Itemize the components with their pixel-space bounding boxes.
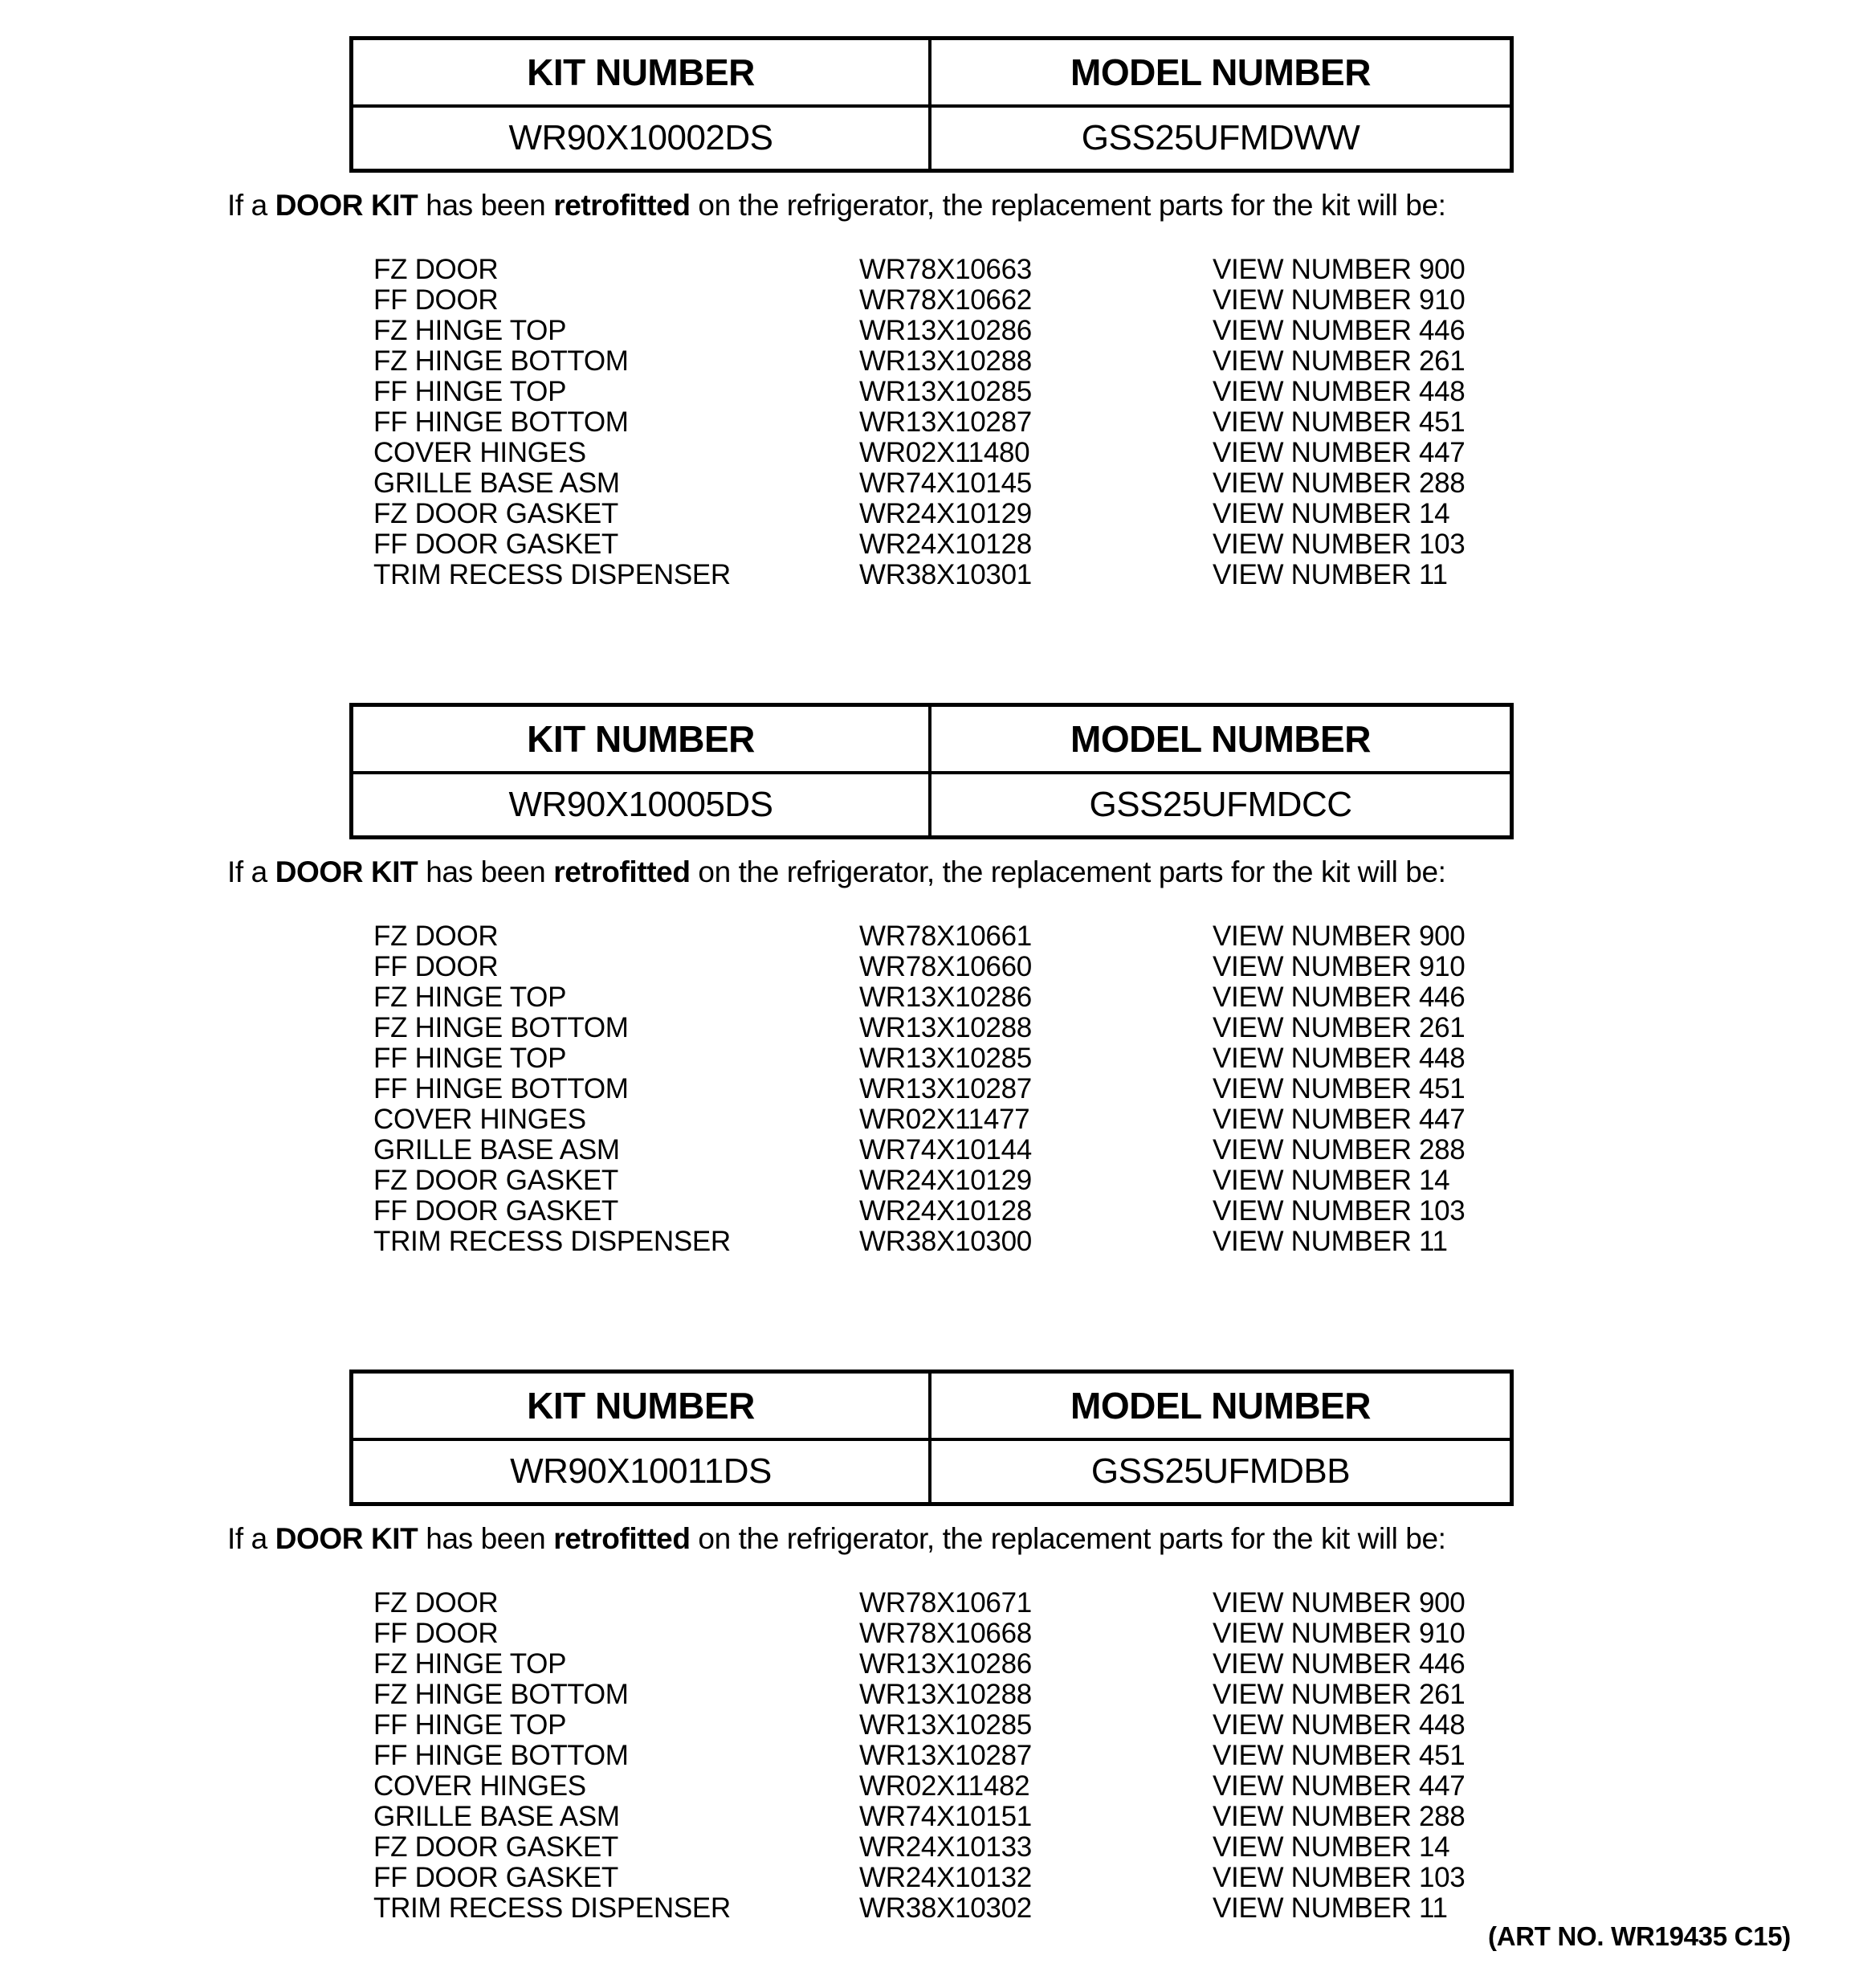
view-number: VIEW NUMBER 447 bbox=[1213, 1104, 1466, 1135]
parts-row bbox=[373, 255, 1863, 285]
part-name: FZ DOOR GASKET bbox=[373, 1831, 618, 1863]
kit-number-header: KIT NUMBER bbox=[353, 1374, 932, 1441]
view-number: VIEW NUMBER 288 bbox=[1213, 1134, 1466, 1165]
part-name: FZ HINGE BOTTOM bbox=[373, 345, 629, 377]
part-name: FF HINGE BOTTOM bbox=[373, 1740, 629, 1771]
view-number: VIEW NUMBER 448 bbox=[1213, 1709, 1466, 1741]
kit-section-1 bbox=[0, 0, 1863, 590]
part-name: FZ DOOR GASKET bbox=[373, 498, 618, 529]
part-number: WR24X10129 bbox=[859, 1165, 1032, 1196]
model-number-value: GSS25UFMDCC bbox=[1089, 785, 1352, 824]
parts-row bbox=[373, 1710, 1863, 1741]
sentence-text: has been bbox=[418, 1522, 554, 1555]
view-number: VIEW NUMBER 900 bbox=[1213, 254, 1466, 285]
part-number: WR38X10301 bbox=[859, 559, 1032, 590]
door-kit-bold-text: DOOR KIT bbox=[275, 189, 418, 222]
sentence-text: If a bbox=[227, 1522, 275, 1555]
view-number: VIEW NUMBER 447 bbox=[1213, 1770, 1466, 1802]
view-number: VIEW NUMBER 910 bbox=[1213, 951, 1466, 982]
model-number-header: MODEL NUMBER bbox=[932, 40, 1510, 108]
parts-row bbox=[373, 560, 1863, 590]
view-number: VIEW NUMBER 103 bbox=[1213, 529, 1466, 560]
view-number: VIEW NUMBER 288 bbox=[1213, 467, 1466, 499]
view-number: VIEW NUMBER 900 bbox=[1213, 1587, 1466, 1619]
parts-row bbox=[373, 1771, 1863, 1802]
parts-row bbox=[373, 285, 1863, 316]
kit-section-3 bbox=[0, 1257, 1863, 1924]
part-number: WR13X10286 bbox=[859, 1648, 1032, 1680]
parts-row bbox=[373, 438, 1863, 468]
view-number: VIEW NUMBER 448 bbox=[1213, 376, 1466, 407]
kit-number-value: WR90X10011DS bbox=[353, 1441, 932, 1502]
parts-row bbox=[373, 529, 1863, 560]
part-number: WR13X10285 bbox=[859, 1709, 1032, 1741]
sentence-text: has been bbox=[418, 855, 554, 888]
view-number: VIEW NUMBER 451 bbox=[1213, 406, 1466, 438]
kit-number-value: WR90X10005DS bbox=[353, 774, 932, 835]
model-number-value: GSS25UFMDBB bbox=[1090, 1451, 1351, 1491]
parts-row bbox=[373, 1832, 1863, 1863]
part-number: WR78X10668 bbox=[859, 1618, 1032, 1649]
part-number: WR13X10288 bbox=[859, 1012, 1032, 1043]
model-number-header: MODEL NUMBER bbox=[932, 1374, 1510, 1441]
part-number: WR13X10286 bbox=[859, 982, 1032, 1013]
retrofit-sentence bbox=[227, 855, 1863, 889]
view-number: VIEW NUMBER 288 bbox=[1213, 1801, 1466, 1832]
parts-list bbox=[373, 1588, 1863, 1924]
parts-row bbox=[373, 346, 1863, 377]
part-name: FZ HINGE TOP bbox=[373, 1648, 567, 1680]
retrofitted-bold-text: retrofitted bbox=[553, 189, 691, 222]
part-name: GRILLE BASE ASM bbox=[373, 467, 620, 499]
part-name: FF DOOR GASKET bbox=[373, 529, 618, 560]
view-number: VIEW NUMBER 446 bbox=[1213, 982, 1466, 1013]
part-number: WR24X10132 bbox=[859, 1862, 1032, 1893]
part-number: WR78X10662 bbox=[859, 284, 1032, 316]
parts-row bbox=[373, 1863, 1863, 1893]
part-name: FZ DOOR GASKET bbox=[373, 1165, 618, 1196]
sentence-text: has been bbox=[418, 189, 554, 222]
part-name: FF DOOR bbox=[373, 951, 499, 982]
parts-row bbox=[373, 407, 1863, 438]
parts-row bbox=[373, 952, 1863, 982]
parts-row bbox=[373, 1135, 1863, 1165]
view-number: VIEW NUMBER 261 bbox=[1213, 1012, 1466, 1043]
view-number: VIEW NUMBER 103 bbox=[1213, 1195, 1466, 1227]
parts-row bbox=[373, 499, 1863, 529]
door-kit-bold-text: DOOR KIT bbox=[275, 1522, 418, 1555]
part-number: WR13X10287 bbox=[859, 406, 1032, 438]
parts-row bbox=[373, 982, 1863, 1013]
part-name: TRIM RECESS DISPENSER bbox=[373, 1226, 731, 1257]
part-name: TRIM RECESS DISPENSER bbox=[373, 559, 731, 590]
parts-row bbox=[373, 1013, 1863, 1043]
part-number: WR78X10660 bbox=[859, 951, 1032, 982]
parts-row bbox=[373, 1649, 1863, 1680]
part-name: COVER HINGES bbox=[373, 1770, 586, 1802]
sentence-text: on the refrigerator, the replacement parts for the kit will be: bbox=[690, 1522, 1446, 1555]
sentence-text: on the refrigerator, the replacement parts for the kit will be: bbox=[690, 855, 1446, 888]
part-name: FZ HINGE BOTTOM bbox=[373, 1012, 629, 1043]
parts-row bbox=[373, 1893, 1863, 1924]
parts-row bbox=[373, 1104, 1863, 1135]
part-number: WR24X10128 bbox=[859, 1195, 1032, 1227]
view-number: VIEW NUMBER 448 bbox=[1213, 1043, 1466, 1074]
parts-row bbox=[373, 1165, 1863, 1196]
part-number: WR02X11477 bbox=[859, 1104, 1030, 1135]
parts-row bbox=[373, 1680, 1863, 1710]
parts-row bbox=[373, 1074, 1863, 1104]
view-number: VIEW NUMBER 451 bbox=[1213, 1740, 1466, 1771]
part-number: WR24X10129 bbox=[859, 498, 1032, 529]
kit-model-table bbox=[349, 703, 1514, 839]
parts-row bbox=[373, 1802, 1863, 1832]
part-number: WR13X10288 bbox=[859, 345, 1032, 377]
part-name: FF HINGE BOTTOM bbox=[373, 1073, 629, 1104]
part-name: FF DOOR GASKET bbox=[373, 1195, 618, 1227]
retrofit-sentence bbox=[227, 189, 1863, 222]
part-name: FZ DOOR bbox=[373, 1587, 499, 1619]
part-name: GRILLE BASE ASM bbox=[373, 1134, 620, 1165]
view-number: VIEW NUMBER 910 bbox=[1213, 284, 1466, 316]
part-number: WR13X10288 bbox=[859, 1679, 1032, 1710]
parts-row bbox=[373, 1588, 1863, 1619]
view-number: VIEW NUMBER 447 bbox=[1213, 437, 1466, 468]
part-number: WR78X10661 bbox=[859, 921, 1032, 952]
part-name: GRILLE BASE ASM bbox=[373, 1801, 620, 1832]
view-number: VIEW NUMBER 103 bbox=[1213, 1862, 1466, 1893]
view-number: VIEW NUMBER 261 bbox=[1213, 345, 1466, 377]
part-number: WR13X10285 bbox=[859, 376, 1032, 407]
part-name: FZ DOOR bbox=[373, 921, 499, 952]
parts-row bbox=[373, 468, 1863, 499]
part-name: FF DOOR bbox=[373, 1618, 499, 1649]
part-number: WR24X10128 bbox=[859, 529, 1032, 560]
part-name: FF HINGE BOTTOM bbox=[373, 406, 629, 438]
parts-row bbox=[373, 1619, 1863, 1649]
part-number: WR13X10287 bbox=[859, 1740, 1032, 1771]
part-number: WR13X10285 bbox=[859, 1043, 1032, 1074]
door-kit-bold-text: DOOR KIT bbox=[275, 855, 418, 888]
parts-row bbox=[373, 1196, 1863, 1227]
parts-row bbox=[373, 1043, 1863, 1074]
parts-list bbox=[373, 255, 1863, 590]
part-number: WR24X10133 bbox=[859, 1831, 1032, 1863]
kit-section-2 bbox=[0, 590, 1863, 1257]
view-number: VIEW NUMBER 446 bbox=[1213, 1648, 1466, 1680]
parts-list bbox=[373, 921, 1863, 1257]
part-name: FZ HINGE BOTTOM bbox=[373, 1679, 629, 1710]
sentence-text: If a bbox=[227, 189, 275, 222]
part-number: WR02X11482 bbox=[859, 1770, 1030, 1802]
part-number: WR38X10300 bbox=[859, 1226, 1032, 1257]
part-number: WR74X10144 bbox=[859, 1134, 1032, 1165]
model-number-value: GSS25UFMDWW bbox=[1081, 118, 1360, 157]
part-number: WR74X10145 bbox=[859, 467, 1032, 499]
view-number: VIEW NUMBER 14 bbox=[1213, 1165, 1450, 1196]
part-number: WR13X10286 bbox=[859, 315, 1032, 346]
part-name: FZ HINGE TOP bbox=[373, 315, 567, 346]
view-number: VIEW NUMBER 446 bbox=[1213, 315, 1466, 346]
view-number: VIEW NUMBER 451 bbox=[1213, 1073, 1466, 1104]
view-number: VIEW NUMBER 910 bbox=[1213, 1618, 1466, 1649]
part-name: FF HINGE TOP bbox=[373, 1709, 567, 1741]
part-name: COVER HINGES bbox=[373, 1104, 586, 1135]
part-number: WR13X10287 bbox=[859, 1073, 1032, 1104]
part-number: WR78X10663 bbox=[859, 254, 1032, 285]
retrofit-sentence bbox=[227, 1522, 1863, 1556]
part-number: WR78X10671 bbox=[859, 1587, 1032, 1619]
parts-row bbox=[373, 921, 1863, 952]
part-name: COVER HINGES bbox=[373, 437, 586, 468]
part-number: WR38X10302 bbox=[859, 1892, 1032, 1924]
parts-row bbox=[373, 377, 1863, 407]
parts-row bbox=[373, 1741, 1863, 1771]
view-number: VIEW NUMBER 11 bbox=[1213, 559, 1448, 590]
art-number-note: (ART NO. WR19435 C15) bbox=[1488, 1921, 1791, 1951]
parts-row bbox=[373, 1227, 1863, 1257]
model-number-header: MODEL NUMBER bbox=[932, 707, 1510, 774]
part-number: WR74X10151 bbox=[859, 1801, 1032, 1832]
sentence-text: on the refrigerator, the replacement parts for the kit will be: bbox=[690, 189, 1446, 222]
part-name: FZ HINGE TOP bbox=[373, 982, 567, 1013]
kit-model-table bbox=[349, 1370, 1514, 1506]
view-number: VIEW NUMBER 900 bbox=[1213, 921, 1466, 952]
kit-number-header: KIT NUMBER bbox=[353, 707, 932, 774]
part-name: FF DOOR bbox=[373, 284, 499, 316]
part-name: FZ DOOR bbox=[373, 254, 499, 285]
view-number: VIEW NUMBER 11 bbox=[1213, 1892, 1448, 1924]
retrofitted-bold-text: retrofitted bbox=[553, 1522, 691, 1555]
part-name: TRIM RECESS DISPENSER bbox=[373, 1892, 731, 1924]
kit-number-header: KIT NUMBER bbox=[353, 40, 932, 108]
part-number: WR02X11480 bbox=[859, 437, 1030, 468]
view-number: VIEW NUMBER 14 bbox=[1213, 1831, 1450, 1863]
kit-number-value: WR90X10002DS bbox=[353, 108, 932, 169]
view-number: VIEW NUMBER 11 bbox=[1213, 1226, 1448, 1257]
part-name: FF DOOR GASKET bbox=[373, 1862, 618, 1893]
part-name: FF HINGE TOP bbox=[373, 1043, 567, 1074]
part-name: FF HINGE TOP bbox=[373, 376, 567, 407]
retrofitted-bold-text: retrofitted bbox=[553, 855, 691, 888]
view-number: VIEW NUMBER 14 bbox=[1213, 498, 1450, 529]
kit-model-table bbox=[349, 36, 1514, 173]
parts-row bbox=[373, 316, 1863, 346]
view-number: VIEW NUMBER 261 bbox=[1213, 1679, 1466, 1710]
sentence-text: If a bbox=[227, 855, 275, 888]
